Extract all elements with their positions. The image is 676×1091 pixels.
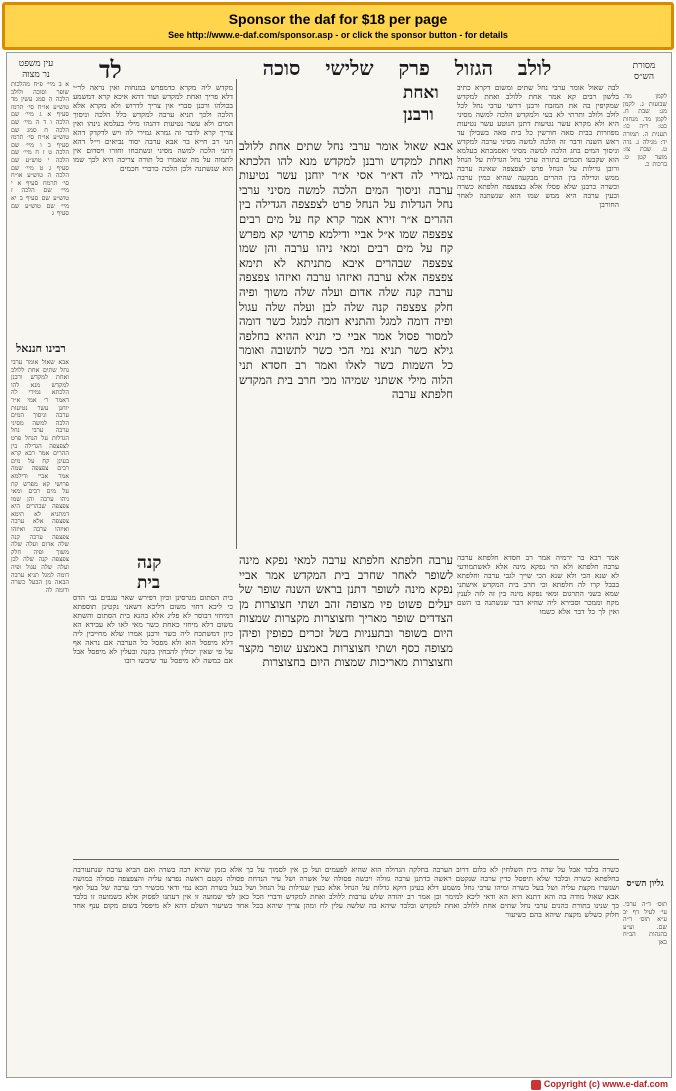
tosafot-column [73, 83, 233, 553]
big-word-kaneh: קנה [137, 553, 162, 573]
mesoret-hashas-column [623, 93, 667, 873]
tosafot-column-lower [73, 593, 233, 853]
filler-text: מקדש ליה מקרא כדמפרש במנחות ואין נראה לר״י דלא פריך ואחת למקדש ועוד דהא איכא קרא דמשמע בכולהו ורבנן סברי אין צריך לדרוש ולא מקרא אלא הלכה ולכך תניא ערבה למקדש כלל הלכה וניסוך המים ולא עשר נטיעות דהנהו מילי בעלמא נינהו ואין צריך קרא לדבר זה גמרא גמירי לה ויש לדקדק דהא תני רב חייא בר אבא ערבה יסוד נביאים וי״ל דהא דתני הלכה למשה מסיני ונשתכחו וחזרו ויסדום אין לתמוה על מה שאמרו כל תורה צריכה היא לכך שמו הוא שנשתנה ולכן הלכה כדברי חכמים [73, 83, 233, 173]
gemara-continuation [239, 553, 453, 773]
rashi-column-lower [457, 553, 619, 853]
ein-mishpat-column [11, 81, 69, 331]
ein-mishpat-label: עין משפט נר מצוה [18, 59, 54, 80]
mesoret-hashas-label: מסורת הש״ס [632, 61, 656, 82]
big-word-veachat: ואחת [403, 83, 439, 103]
sponsor-banner[interactable] [2, 2, 674, 50]
filler-text: אבא שאול אומר ערבי נחל שתים אחת ללולב ואחת למקדש ורבנן למקדש מנא להו הלכתא גמירי לה דא״ר אסי א״ר יוחנן עשר נטיעות ערבה וניסוך המים הלכה למשה מסיני ערבי נחל הגדלות על הנחל פרט לצפצפה הגדילה בין ההרים א״ר זירא אמר קרא קח על מים רבים צפצפה שמו א״ל אביי ודילמא פרושי קא מפרש קח על מים רבים ומאי ניהו ערבה והן שמו צפצפה שבהרים איבא מתניתא לא תימא צפצפה אלא ערבה ואיזהו ערבה ואיזהו צפצפה ערבה קנה שלה אדום ועלה שלה משוך ופיה חלק צפצפה קנה שלה לבן ועלה שלה עגול ופיה דומה למגל והתניא דומה למגל כשר דומה למסור פסול אמר אביי כי תניא ההיא בחלפה גילא כשר תניא נמי הכי כשר לתשובה ואומר כל השמות כשר לאלו ואמר רב חסדא תני הלוה מילי אשתני שמיהו מכי חרב בית המקדש חלפתא ערבה [239, 139, 453, 402]
filler-text: ערבה חלפתא חלפתא ערבה למאי נפקא מינה לשופר לאחר שחרב בית המקדש אמר אביי נפקא מינה לשופר דתנן בראש השנה שופר של יעלים פשוט פיו מצופה זהב ושתי חצוצרות מן הצדדים שופר מאריך וחצוצרות מקצרות שמצות היום בשופר ובתעניות בשל זכרים כפופין ופיהן מצופה כסף ושתי חצוצרות באמצע שופר מקצר וחצוצרות מאריכות שמצות היום בחצוצרות [239, 553, 453, 670]
rabbeinu-chananel-heading: רבינו חננאל [16, 342, 66, 355]
filler-text: כשרה בלבד אבל על שדה בית השלחין לא כלום דרוב הערבה בחלקה הגדולה הוא שהיא לפעמים ועל כן אין לסמוך על כך אלא בזמן שהיא רבה בשדה ואם הביא ערבה שנתעורבה בחלפתא כשרה ובלבד שלא תיפסל כדין ערבה שנקטם ראשה כדתנן ערבה גזולה ויבשה פסולה של אשרה ושל עיר הנדחת פסולה נקטם ראשה נפרצו עליה והצפצפה פסולה כמושה ושנשרו מקצת עליה ושל בעל כשרה ומיהו ערבי נחל משמע דלא בעינן דוקא גדלות על הנחל אלא כעין שגדלות על הנחל ושל בעל כשרה הכא נמי ודאי מכשיר רבי ערבה של בעל ואף אבא שאול מודה בה והא דתנא היא הא ודאי ליכא למימר וכן אמר רב יהודה שלש ערבות ללולב ואחת למקדש ודברי הכל כאן לפי שמועה זו אין דעתנו לפסוק אלא כשמועה זו בלבד כך שנינו בתורת כהנים ערבי נחל שתים אחת ללולב ואחת למקדש ובלבד שיהא בה שלשה עלין לח ומהן צריך שיהא בכל אחד כשיעור השלם דהא לא מיפסל בשום מקום ענף אחד חלוק כשלש מקצת שיהא בהם כשיעור [73, 865, 619, 919]
filler-text: א ב מיי׳ פ״ח מהלכות שופר וסוכה ולולב הלכה ה סמג עשין מד טוש״ע או״ח סי׳ תרמז סעיף א ג מיי׳ שם הלכה ו ד ה מיי׳ שם הלכה ח סמג שם טוש״ע או״ח סי׳ תרמז סעיף ב ו מיי׳ שם הלכה ט ז ח מיי׳ שם הלכה י טוש״ע שם סעיף ג ט מיי׳ שם הלכה ה טוש״ע או״ח סי׳ תרמח סעיף א י מיי׳ שם הלכה ז טוש״ע שם סעיף ב יא מיי׳ שם טוש״ע שם סעיף ג [11, 81, 69, 218]
page-number: לד [99, 55, 122, 84]
copyright-text: Copyright (c) www.e-daf.com [543, 1079, 668, 1090]
sponsor-title[interactable]: Sponsor the daf for $18 per page [228, 11, 448, 27]
e-daf-logo-icon [531, 1080, 541, 1090]
gemara-main-text [239, 139, 453, 553]
talmud-page [6, 52, 672, 1078]
bottom-commentary [73, 865, 619, 1071]
filler-text: תוס׳ ד״ה ערבי. עי׳ לעיל דף יב ע״א תוס׳ ד״ה שם. וע״ע בהגהות הב״ח כאן [623, 901, 667, 946]
rashi-column [457, 83, 619, 553]
gilyon-hashas-column [623, 901, 667, 1061]
big-word-verabanan: ורבנן [403, 105, 434, 125]
filler-text: אבא שאול אומר ערבי נחל שתים אחת ללולב ואחת למקדש ורבנן למקדש מנא להו הלכתא גמירי לה דאמר ר׳ אמי א״ר יוחנן עשר נטיעות ערבה וניסוך המים הלכה למשה מסיני ערבה ערבי נחל הגדלות על הנחל פרט לצפצפה הגדילה בין ההרים אמר רבא קרא בעינן קח על מים רבים צפצפה שמה אמר אביי ודילמא פרושי קא מפרש קח על מים רבים ומאי ניהו ערבה והן שמו צפצפה שבהרים היא דמתניא לא תימא צפצפה אלא ערבה ואיזהו ערבה ואיזהו צפצפה ערבה קנה שלה אדום ועלה שלה משוך ופיה חלק צפצפה קנה שלה לבן ועלה שלה עגול ופיה דומה למגל תניא ערבה הבאה מן הבעל כשרה ודומה לה [11, 359, 69, 594]
filler-text: אמר רבא בר ירמיה אמר רב חסדא חלפתא ערבה ערבה חלפתא ולא הוי נפקא מינה אלא לאשתמודעי לא שנא הכי ולא שנא הכי שייך לגבי ערבה וחלפתא בבבל קרו לה חלפתא וכי חרב בית המקדש אישתני שמא בשני התרגום ומאי נפקא מינה בין זה לזה לענין מקח וממכר וסבירא ליה שהיא דבר שנשתנה בו השם ואין לך כל דבר אלא כשמו [457, 553, 619, 616]
page-header-title: לולב הגזול פרק שלישי סוכה [262, 56, 552, 80]
rabbeinu-chananel-column [11, 359, 69, 839]
filler-text: לבה שאול אומר ערבי נחל שתים ומשום דקרא כתיב בלשון רבים קא אמר אחת ללולב ואחת למקדש שמקיפין בה את המזבח ורבנן דרשי ערבי נחל לכל לולב ולולב ותרתי לא בעי ולמקדש הלכה למשה מסיני היא ולא מקרא עשר נטיעות דתנן הנוטע עשר נטיעות מפוזרות בבית סאה חורשין כל בית סאה בשבילן עד ראש השנה ודבר זה הלכה למשה מסיני ערבה למקדש וניסוך המים בחג הלכה למשה מסיני ואסמכתא בעלמא הוא שקבעו חכמים בתורה ערבי נחל הגדלות על הנחל ורובן גדילות על הנחל פרט לצפצפה שאינה ערבה ממש וגדילה בין ההרים מבקעה שהיא כמין ערבה וכשרה כרבנן שלא פסלו אלא בצפצפה חלפתא כשרה וכעין ערבה היא ממש שמו הוא שנשתנה לאחר החורבן [457, 83, 619, 209]
big-word-bayit: בית [137, 573, 161, 593]
filler-text: בית הסתום מגרסינן וכיון דפירש שאר ענבים גבי הדס כי ליכא דחזי משום דליכא דשאני נקטינן תוספתא דמיחזי דבוסר לא פליג אלא בהנא בית הסתום והשתא משום דלא מיחזי כאחת כשר מאי לאו לא עבידא הא כיון דמשתכח ליה כשר ורבנן אמרו שלא מחייבין ליה דלא מיפסל הוא ולא מפסל כל הערבה אם נראה אף על פי שאין יכולין להבחין בקנה ובעלין לא מיפסל אבל אם כמשה לא מיפסל עד שיבשו רובו [73, 593, 233, 665]
sponsor-subtitle: See http://www.e-daf.com/sponsor.asp - or click the sponsor button - for details [168, 30, 508, 40]
filler-text: לקמן מד. שבועות ג. לקמן מג: שבת ח. לקמן מד. מנחות כט: ר״ה כו: תענית ה. תמורה יד: מגילה ג. נדה ט. שבת צז: מועד קטן ט. ברכות כ. [623, 93, 667, 169]
copyright-footer [528, 1079, 668, 1090]
gilyon-hashas-heading: גליון הש״ס [626, 879, 664, 889]
